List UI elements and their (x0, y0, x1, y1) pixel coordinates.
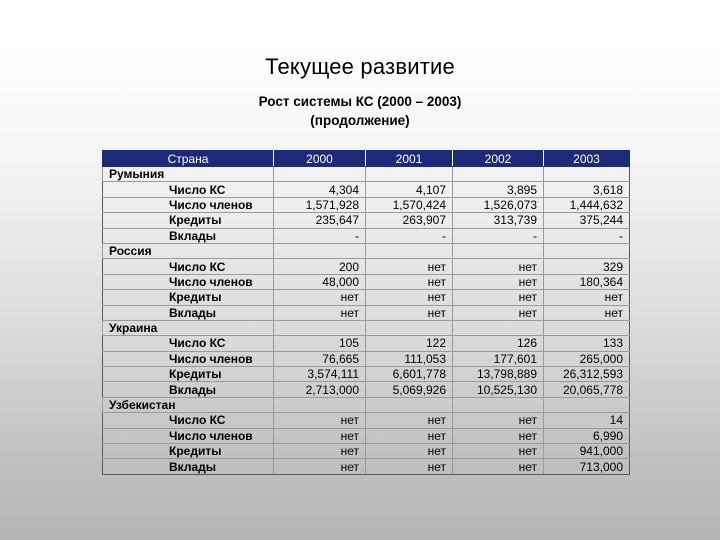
value-cell: 4,107 (366, 182, 453, 197)
table-row (103, 305, 630, 320)
value-cell: нет (453, 413, 544, 428)
value-cell: 13,798,889 (453, 367, 544, 382)
empty-cell (274, 243, 366, 258)
metric-label: Число членов (103, 197, 274, 212)
value-cell: 177,601 (453, 351, 544, 366)
metric-label: Число членов (103, 351, 274, 366)
value-cell: нет (366, 413, 453, 428)
metric-label: Кредиты (103, 290, 274, 305)
header-year: 2000 (274, 151, 366, 167)
empty-cell (366, 167, 453, 182)
value-cell: 133 (544, 336, 630, 351)
value-cell: нет (453, 259, 544, 274)
metric-label: Кредиты (103, 367, 274, 382)
metric-label: Вклады (103, 382, 274, 397)
table-row (103, 428, 630, 443)
value-cell: 3,574,111 (274, 367, 366, 382)
empty-cell (274, 167, 366, 182)
header-year: 2003 (544, 151, 630, 167)
value-cell: 20,065,778 (544, 382, 630, 397)
value-cell: 6,601,778 (366, 367, 453, 382)
value-cell: нет (274, 428, 366, 443)
table-row (103, 213, 630, 228)
value-cell: 111,053 (366, 351, 453, 366)
empty-cell (274, 397, 366, 412)
table-row (103, 336, 630, 351)
country-name: Украина (103, 320, 274, 335)
value-cell: 263,907 (366, 213, 453, 228)
table-row (103, 290, 630, 305)
value-cell: нет (366, 290, 453, 305)
table-row (103, 351, 630, 366)
value-cell: нет (366, 259, 453, 274)
value-cell: 375,244 (544, 213, 630, 228)
empty-cell (453, 167, 544, 182)
slide-title: Текущее развитие (265, 54, 455, 79)
value-cell: 126 (453, 336, 544, 351)
country-row (103, 243, 630, 258)
metric-label: Вклады (103, 228, 274, 243)
value-cell: нет (366, 428, 453, 443)
value-cell: 1,570,424 (366, 197, 453, 212)
header-country: Страна (103, 151, 274, 167)
value-cell: нет (274, 413, 366, 428)
value-cell: - (453, 228, 544, 243)
value-cell: нет (453, 459, 544, 474)
empty-cell (544, 243, 630, 258)
table-row (103, 367, 630, 382)
empty-cell (366, 243, 453, 258)
value-cell: нет (274, 305, 366, 320)
empty-cell (274, 320, 366, 335)
value-cell: 14 (544, 413, 630, 428)
value-cell: 105 (274, 336, 366, 351)
value-cell: 235,647 (274, 213, 366, 228)
value-cell: 265,000 (544, 351, 630, 366)
slide-subtitle (0, 92, 720, 130)
value-cell: 329 (544, 259, 630, 274)
value-cell: 180,364 (544, 274, 630, 289)
table-row (103, 228, 630, 243)
empty-cell (453, 243, 544, 258)
country-row (103, 167, 630, 182)
value-cell: нет (366, 444, 453, 459)
metric-label: Число КС (103, 259, 274, 274)
value-cell: 26,312,593 (544, 367, 630, 382)
metric-label: Число членов (103, 274, 274, 289)
empty-cell (453, 397, 544, 412)
value-cell: 3,618 (544, 182, 630, 197)
value-cell: 3,895 (453, 182, 544, 197)
value-cell: - (366, 228, 453, 243)
value-cell: нет (274, 444, 366, 459)
metric-label: Вклады (103, 305, 274, 320)
metric-label: Число КС (103, 413, 274, 428)
metric-label: Кредиты (103, 444, 274, 459)
value-cell: 941,000 (544, 444, 630, 459)
country-row (103, 397, 630, 412)
subtitle-line-2: (продолжение) (310, 113, 410, 128)
value-cell: нет (453, 428, 544, 443)
table-row (103, 413, 630, 428)
table-row (103, 182, 630, 197)
header-year: 2002 (453, 151, 544, 167)
empty-cell (544, 397, 630, 412)
value-cell: нет (366, 459, 453, 474)
value-cell: 5,069,926 (366, 382, 453, 397)
table-row (103, 382, 630, 397)
value-cell: 2,713,000 (274, 382, 366, 397)
metric-label: Число КС (103, 182, 274, 197)
metric-label: Кредиты (103, 213, 274, 228)
value-cell: 313,739 (453, 213, 544, 228)
value-cell: нет (453, 305, 544, 320)
table-row (103, 259, 630, 274)
subtitle-line-1: Рост системы КС (2000 – 2003) (258, 94, 462, 109)
value-cell: 1,526,073 (453, 197, 544, 212)
table-header-row (103, 151, 630, 167)
empty-cell (453, 320, 544, 335)
value-cell: 200 (274, 259, 366, 274)
value-cell: нет (453, 290, 544, 305)
empty-cell (366, 397, 453, 412)
value-cell: 1,444,632 (544, 197, 630, 212)
table-row (103, 444, 630, 459)
value-cell: нет (366, 274, 453, 289)
value-cell: нет (453, 444, 544, 459)
country-name: Румыния (103, 167, 274, 182)
value-cell: нет (544, 305, 630, 320)
metric-label: Вклады (103, 459, 274, 474)
credit-union-growth-table (102, 150, 630, 475)
value-cell: 76,665 (274, 351, 366, 366)
value-cell: - (544, 228, 630, 243)
header-year: 2001 (366, 151, 453, 167)
value-cell: нет (366, 305, 453, 320)
value-cell: 122 (366, 336, 453, 351)
country-row (103, 320, 630, 335)
country-name: Узбекистан (103, 397, 274, 412)
value-cell: 713,000 (544, 459, 630, 474)
metric-label: Число КС (103, 336, 274, 351)
metric-label: Число членов (103, 428, 274, 443)
value-cell: 1,571,928 (274, 197, 366, 212)
value-cell: 6,990 (544, 428, 630, 443)
table-row (103, 459, 630, 474)
value-cell: нет (453, 274, 544, 289)
value-cell: нет (544, 290, 630, 305)
value-cell: - (274, 228, 366, 243)
empty-cell (544, 320, 630, 335)
empty-cell (366, 320, 453, 335)
value-cell: 4,304 (274, 182, 366, 197)
value-cell: 10,525,130 (453, 382, 544, 397)
table-body (103, 167, 630, 475)
value-cell: нет (274, 459, 366, 474)
country-name: Россия (103, 243, 274, 258)
value-cell: нет (274, 290, 366, 305)
value-cell: 48,000 (274, 274, 366, 289)
table-row (103, 274, 630, 289)
table-row (103, 197, 630, 212)
empty-cell (544, 167, 630, 182)
